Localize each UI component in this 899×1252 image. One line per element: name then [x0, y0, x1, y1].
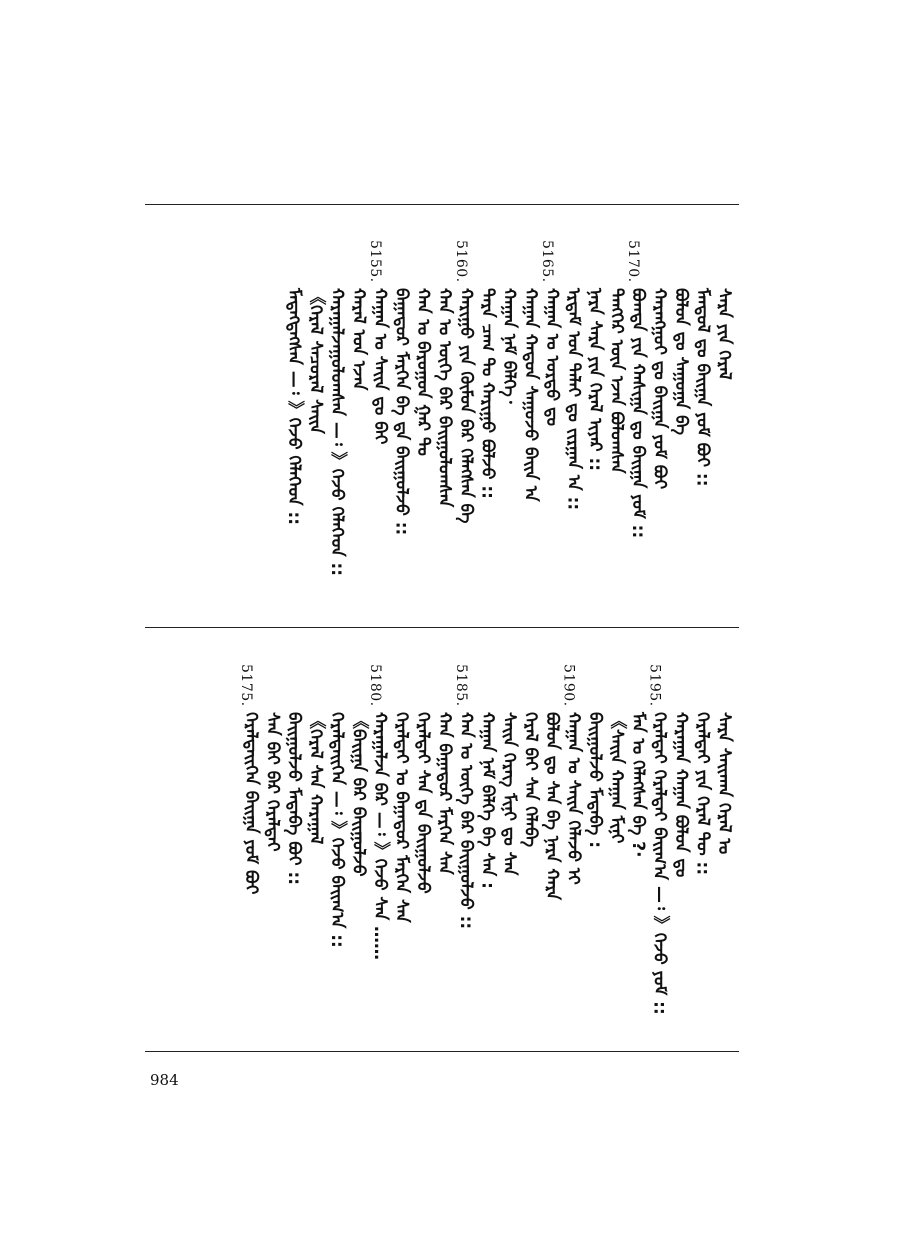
verse-text: 《ᠰᠠᠢᠨ ᠬᠠᠭᠠᠨ ᠮᠢᠨᠢ — [606, 712, 627, 844]
verse-text: ᠮᠠᠨᠳᠤᠯ ᠳᠤ ᠪᠠᠢᠭᠠ ᠶᠤᠮ ᠪᠤᠢ :: — [692, 288, 713, 487]
verse-text: ᠬᠠᠨ ᠤ ᠦᠭᠡ ᠪᠡᠷ ᠪᠠᠢᠭᠤᠯᠤᠭᠰᠠᠨ — [434, 288, 455, 508]
verse-text: ᠬᠠᠨ ᠤ ᠦᠭᠡ ᠪᠡᠷ ᠪᠠᠢᠭᠤᠯᠵᠤ :: — [456, 712, 476, 930]
verse-text: ᠬᠠᠭᠠᠨ ᠤ ᠰᠠᠢᠨ ᠬᠡᠯᠡᠵᠦ ᠢ — [563, 712, 584, 885]
line-number: 5160. — [453, 240, 469, 283]
verse-text: ᠬᠠᠭᠠᠨ ᠤ ᠣᠷᠳᠣ ᠳᠤ — [542, 288, 562, 426]
verse-text: ᠮᠡᠳᠡᠭᠳᠡᠭᠰᠡᠨ —᠄ 》ᠭᠡᠵᠦ ᠬᠡᠯᠡᠭᠡᠳ :: — [284, 288, 304, 526]
verse-text: ᠪᠠᠢᠭᠤᠯᠵᠤ ᠮᠡᠳᠡᠪᠡ : — [585, 712, 605, 848]
verse-text: ᠪᠤᠯᠤᠨ ᠳᠤ ᠰᠠᠭᠤᠭᠠ ᠪᠠ — [671, 288, 691, 435]
line-number: 5180. — [367, 664, 383, 707]
line-number: 5165. — [539, 240, 555, 283]
verse-text: ᠬᠠᠷᠠᠭᠠᠨ ᠬᠠᠭᠠᠨ ᠪᠤᠯᠤᠨ ᠳᠤ — [671, 712, 691, 878]
verse-line — [238, 664, 266, 914]
verse-text: 《ᠭᠡᠷᠡᠯ ᠰᠠᠨ ᠬᠠᠷᠠᠭᠠᠯ — [305, 712, 326, 845]
verse-text: ᠬᠠᠭᠠᠨ ᠨᠠᠮ ᠪᠡᠯᠭᠡ ᠪᠠ ᠰᠠᠨ : — [477, 712, 498, 889]
verse-text: ᠬᠠᠷᠠᠯ ᠤᠨ ᠡᠵᠡᠨ — [348, 288, 369, 391]
verse-text: ᠪᠣᠭᠳᠠ ᠶᠢᠨ ᠬᠠᠰᠢᠭᠠ ᠳᠤ ᠪᠠᠢᠭᠠ ᠶᠤᠮ :: — [628, 288, 648, 539]
verse-text: ᠪᠠᠢᠭᠤᠯᠵᠤ ᠮᠡᠳᠡᠪᠡ ᠪᠤᠢ :: — [284, 712, 304, 886]
verse-text: 《ᠪᠠᠢᠭᠠ ᠪᠡᠷ ᠪᠠᠢᠭᠤᠯᠵᠤ — [348, 712, 369, 877]
verse-text: ᠰᠠᠨ ᠪᠠᠢ ᠪᠠᠷ ᠭᠡᠷᠡᠯᠲᠡᠢ — [262, 712, 283, 852]
verse-text: ᠨᠠᠷᠠ ᠰᠠᠷᠠ ᠶᠢᠨ ᠭᠡᠷᠡᠯ ᠢᠶᠡᠷ :: — [585, 288, 605, 472]
verse-text: ᠰᠠᠷᠠ ᠶᠢᠨ ᠭᠡᠷᠡᠯ — [714, 288, 734, 380]
page-number: 984 — [150, 1071, 179, 1089]
verse-text: ᠬᠠᠷᠠᠭᠠᠯᠵᠠ ᠪᠡᠷ —᠄ 》ᠭᠡᠵᠦ ᠰᠠᠨ …… — [370, 712, 390, 961]
verse-text: ᠬᠠᠨ ᠤ ᠪᠠᠷᠤᠭᠤᠨ ᠭᠠᠷ ᠲᠤ — [413, 288, 433, 456]
verse-text: ᠭᠡᠷᠡᠯ ᠪᠠᠢ ᠰᠠᠨ ᠬᠡᠯᠡᠪᠡ — [520, 712, 541, 848]
verse-band-bottom — [145, 664, 739, 1015]
verse-text: ᠭᠡᠷᠡᠯᠲᠡᠢ ᠭᠡᠷᠡᠯᠲᠡᠢ ᠪᠠᠢᠭ᠎ᠠ —᠄ 》ᠭᠡᠵᠦ ᠶᠤᠮ :: — [649, 712, 670, 1015]
line-number: 5155. — [367, 240, 383, 283]
middle-rule — [145, 627, 739, 628]
verse-line — [281, 240, 309, 526]
verse-text: ᠮᠠᠨ ᠤ ᠬᠡᠯᠡᠭᠰᠡᠨ ᠪᠠ ?· — [628, 712, 648, 858]
verse-text: ᠪᠤᠯᠤᠨ ᠳᠤ ᠰᠠᠨ ᠪᠡ ᠨᠠᠷᠠ ᠬᠠᠷᠠ — [542, 712, 562, 900]
verse-text: ᠭᠡᠷᠡᠯᠲᠡᠢ ᠰᠠᠨ ᠳᠠ ᠪᠠᠢᠭᠤᠯᠵᠤ — [413, 712, 433, 894]
verse-text: ᠬᠠᠭᠠᠨ ᠬᠠᠲᠤᠨ ᠰᠠᠭᠤᠵᠤ ᠪᠠᠢᠨ ᠠ — [520, 288, 541, 502]
verse-text: ᠬᠠᠷᠠᠭᠠᠯᠵᠠᠭᠤᠯᠤᠭᠰᠠᠨ —᠄ 》ᠭᠡᠵᠦ ᠬᠡᠯᠡᠭᠡᠳ :: — [327, 288, 347, 577]
line-number: 5195. — [646, 664, 663, 707]
verse-text: ᠭᠡᠷᠡᠯᠲᠡᠢᠭᠡᠨ ᠪᠠᠢᠭᠠ ᠶᠤᠮ ᠪᠤᠢ — [241, 712, 261, 895]
verse-text: ᠲᠡᠩᠭᠡᠷ ᠦᠨ ᠡᠵᠡᠨ ᠪᠣᠯᠤᠭᠰᠠᠨ — [606, 288, 627, 474]
line-number: 5170. — [625, 240, 641, 283]
verse-text: ᠭᠡᠷᠡᠯᠲᠡᠢᠭᠡᠨ —᠄ 》ᠭᠡᠵᠦ ᠪᠠᠢᠭ᠎ᠠ :: — [327, 712, 347, 948]
line-number: 5175. — [238, 664, 254, 707]
verse-text: ᠭᠡᠷᠡᠯᠲᠡᠢ ᠶᠢᠨ ᠭᠡᠷᠡᠯ ᠲᠦ :: — [692, 712, 713, 876]
verse-text: ᠬᠠᠭᠠᠨ ᠨᠠᠮ ᠪᠡᠯᠭᠡ᠂ — [499, 288, 519, 404]
top-rule — [145, 204, 739, 205]
verse-text: ᠬᠠᠷᠢᠭᠤ ᠶᠢᠨ ᠬᠦᠮᠦᠨ ᠪᠡᠷ ᠬᠡᠯᠡᠭᠰᠡᠨ ᠪᠠ — [456, 288, 476, 524]
line-number: 5185. — [453, 664, 469, 707]
verse-text: ᠪᠠᠭᠠᠲᠤᠷ ᠮᠡᠷᠭᠡᠨ ᠪᠠ ᠳᠠ ᠪᠠᠢᠭᠤᠯᠵᠤ :: — [391, 288, 412, 536]
verse-text: ᠭᠡᠷᠡᠯᠲᠡᠢ ᠤ ᠪᠠᠭᠠᠲᠤᠷ ᠮᠡᠷᠭᠡᠨ ᠰᠠᠨ — [391, 712, 412, 923]
verse-band-top — [145, 240, 739, 577]
verse-text: ᠬᠠᠷᠠᠩᠭᠤᠢ ᠳᠤ ᠪᠠᠢᠭᠠ ᠶᠤᠮ ᠪᠤᠢ — [649, 288, 670, 490]
verse-text: ᠬᠠᠨ ᠪᠠᠭᠠᠲᠤᠷ ᠮᠡᠷᠭᠡᠨ ᠰᠠᠨ — [434, 712, 455, 875]
line-number: 5190. — [560, 664, 577, 707]
bottom-rule — [145, 1051, 739, 1052]
verse-text: ᠲᠡᠷᠡ ᠴᠠᠭ ᠲᠤ ᠬᠠᠷᠢᠭᠤ ᠪᠣᠯᠵᠤ :: — [477, 288, 498, 499]
verse-text: ᠰᠠᠢᠨ ᠬᠡᠷᠡᠭ ᠮᠢᠨᠢ ᠳᠤ ᠰᠠᠨ — [499, 712, 519, 876]
verse-text: ᠡᠷᠳᠡᠮ ᠤᠨ ᠳᠠᠯᠠᠢ ᠳᠤ ᠵᠢᠷᠭᠠᠨ ᠠ :: — [563, 288, 584, 511]
verse-text: ᠬᠠᠭᠠᠨ ᠤ ᠰᠠᠢᠨ ᠳᠤ ᠪᠠᠢ — [370, 288, 390, 445]
verse-text: 《ᠭᠡᠷᠡᠯ ᠰᠠᠴᠤᠷᠠᠯ ᠰᠠᠢᠨ — [305, 288, 326, 434]
verse-text: ᠰᠠᠷᠠ ᠰᠠᠢᠬᠠᠨ ᠭᠡᠷᠡᠯ ᠤ — [714, 712, 734, 855]
